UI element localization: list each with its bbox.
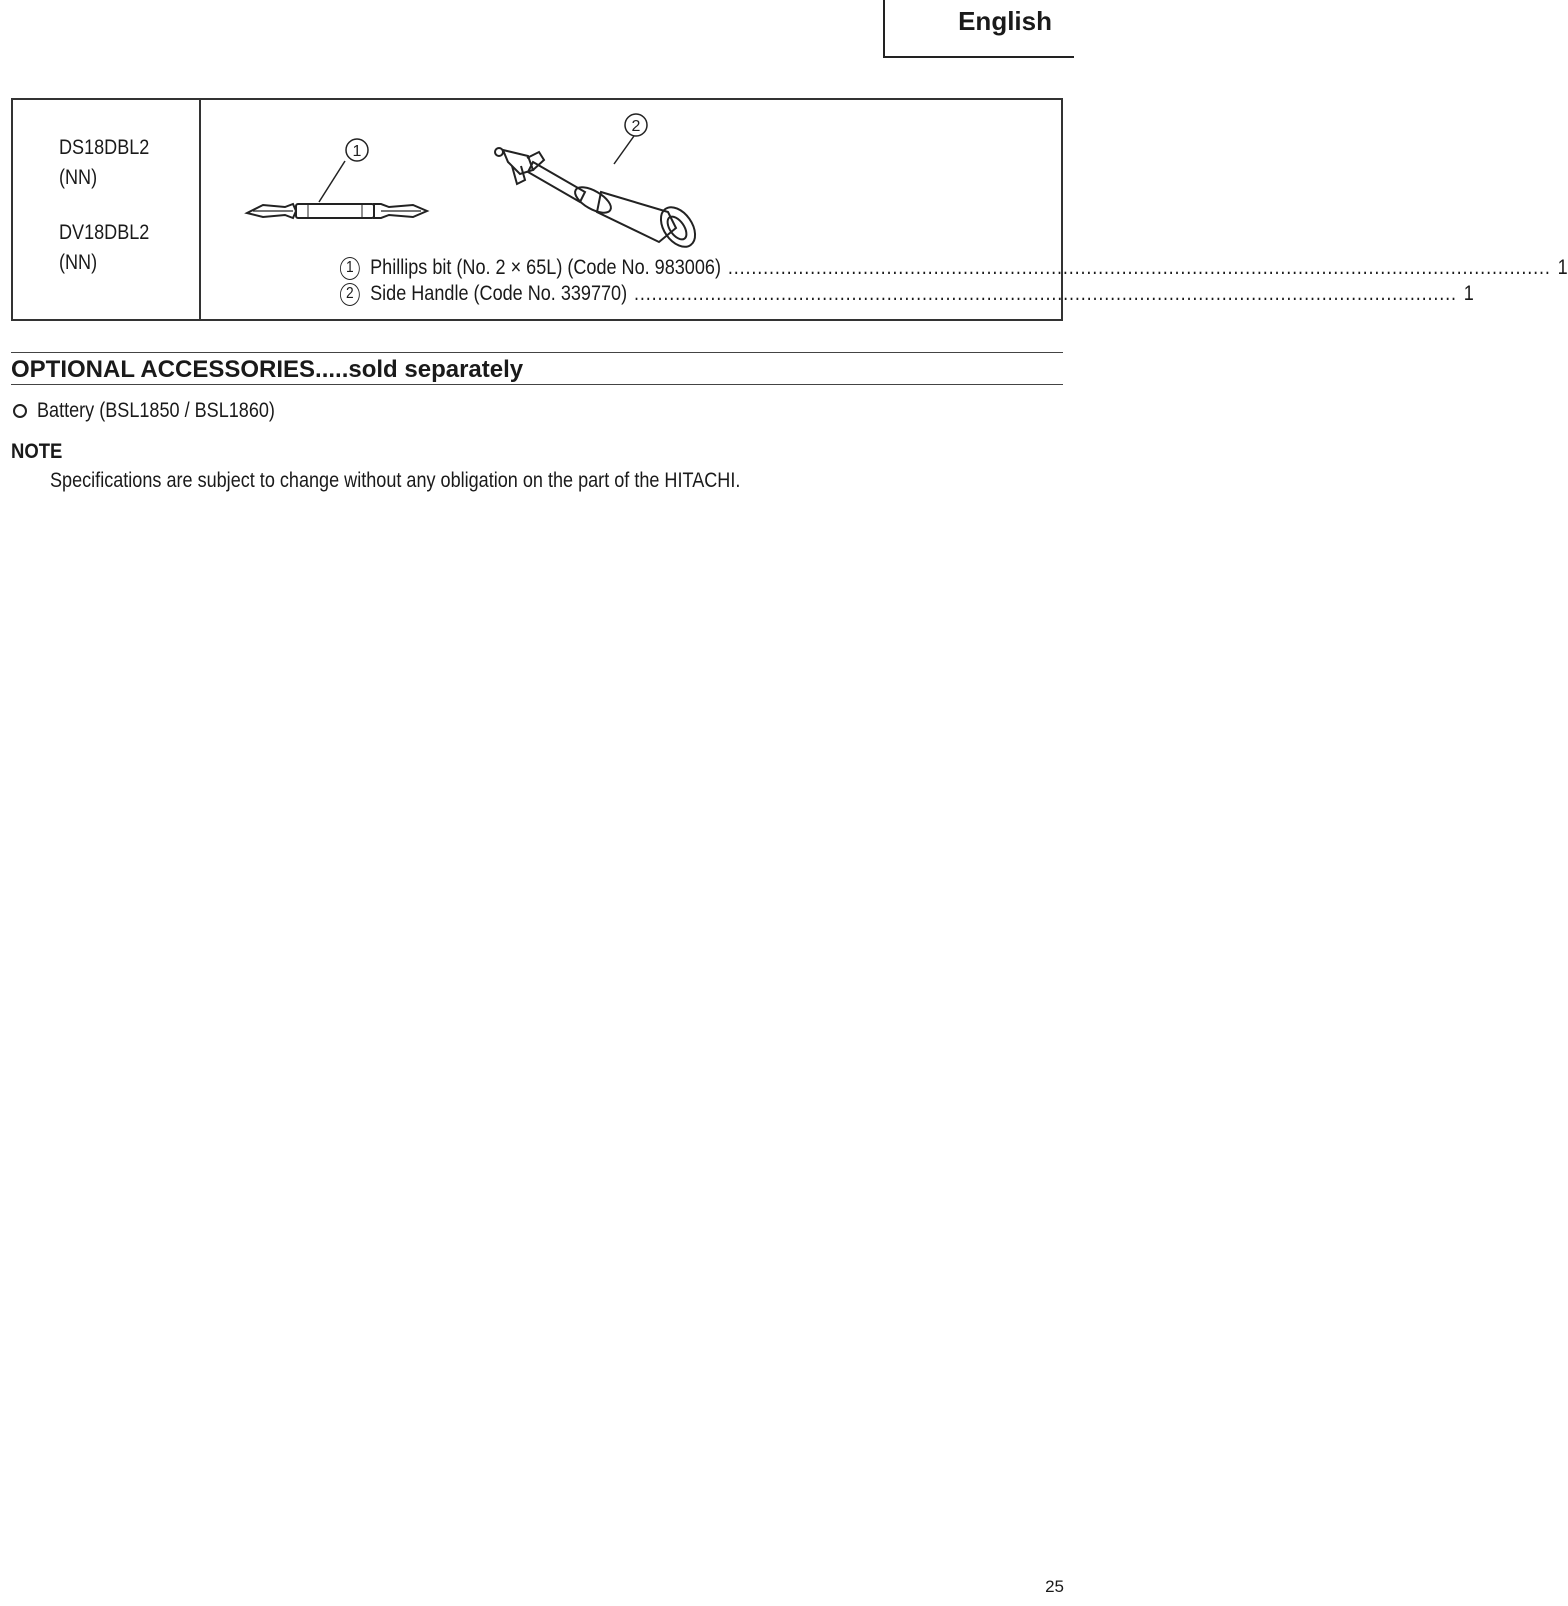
- language-tab: [883, 0, 1074, 58]
- item-number-1: 1: [340, 257, 360, 280]
- circle-bullet-icon: [13, 404, 27, 418]
- language-label: English: [958, 6, 1052, 36]
- item-qty-1: 1: [1557, 256, 1568, 279]
- section-rule-bottom: [11, 384, 1063, 385]
- dot-leader: ............................................................................................................................................: [727, 256, 1551, 279]
- phillips-bit-icon: [247, 204, 427, 218]
- callout-1-label: 1: [352, 143, 362, 160]
- standard-accessories-table: [11, 98, 1568, 321]
- accessory-item-2: [340, 281, 1474, 307]
- callout-2-label: 2: [631, 118, 641, 135]
- model-variant-dv: (NN): [59, 251, 98, 274]
- item-text-1: Phillips bit (No. 2 × 65L) (Code No. 983006): [370, 256, 721, 279]
- optional-accessories-title: OPTIONAL ACCESSORIES.....sold separately: [11, 356, 524, 383]
- dot-leader: ............................................................................................................................................: [634, 282, 1457, 305]
- model-variant-ds: (NN): [59, 166, 98, 189]
- accessory-item-1: [340, 255, 1568, 281]
- optional-item-text: Battery (BSL1850 / BSL1860): [37, 399, 275, 422]
- optional-item: [13, 398, 314, 424]
- side-handle-icon: [495, 148, 702, 253]
- section-rule-top: [11, 352, 1063, 353]
- model-name-dv: DV18DBL2: [59, 221, 150, 244]
- note-heading: NOTE: [11, 440, 63, 463]
- item-number-2: 2: [340, 283, 360, 306]
- model-name-ds: DS18DBL2: [59, 136, 150, 159]
- note-text: Specifications are subject to change without any obligation on the part of the HITACHI.: [50, 469, 741, 492]
- item-qty-2: 1: [1463, 282, 1474, 305]
- item-text-2: Side Handle (Code No. 339770): [370, 282, 628, 305]
- page-number: 25: [1045, 1577, 1064, 1596]
